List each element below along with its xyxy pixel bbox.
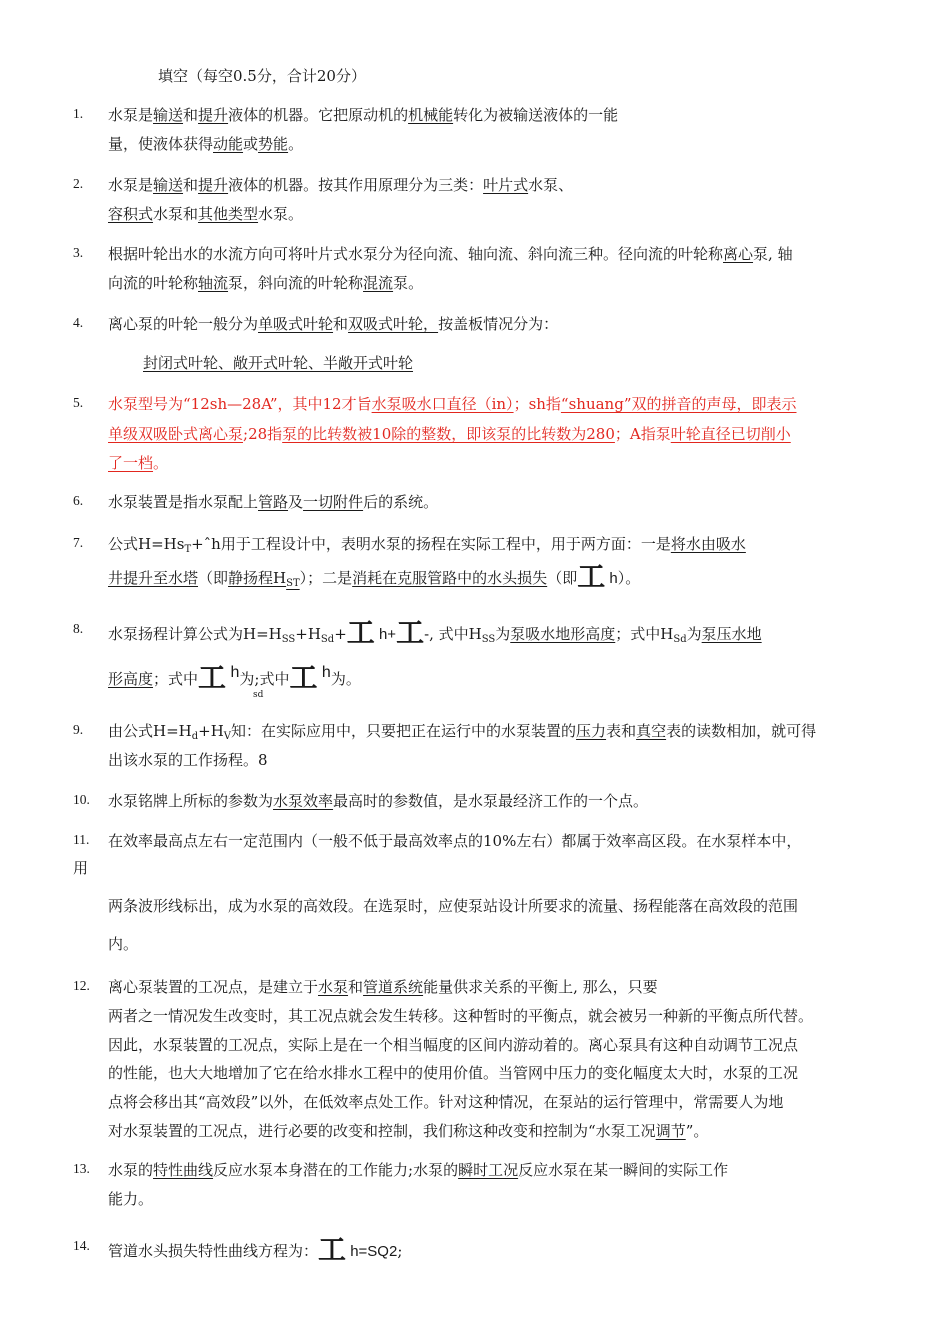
text-run: 和 [183,176,199,194]
text-run: 用 [73,859,89,877]
sum-symbol-glyph: 工 [318,1234,347,1265]
fill-blank-answer: 水泵 [318,978,349,996]
fill-blank-answer: 输送 [153,176,184,194]
question-text-line [108,830,801,852]
subscript: d [191,731,199,742]
text-run: 水泵是 [108,106,154,124]
fill-blank-answer: 瞬时工况 [458,1161,519,1179]
fill-blank-answer: 机械能 [408,106,454,124]
question-number: 14. [73,1238,90,1253]
fill-blank-answer: 调节 [655,1122,686,1140]
fill-blank-answer: 单吸式叶轮 [258,315,334,333]
text-run: 液体的机器。它把原动机的 [228,106,409,124]
question-number: 5. [73,395,84,410]
text-run: 表和 [606,722,637,740]
question-number: 13. [73,1161,90,1176]
fill-blank-answer: 势能 [258,135,289,153]
formula-h: h [226,664,240,681]
question-text-line [108,1034,798,1056]
fill-blank-answer: 压力 [576,722,607,740]
section-header: 填空（每空0.5分，合计20分） [158,67,366,85]
text-run: 泵，斜向流的叶轮称 [228,274,364,292]
question-text-line [108,1005,813,1027]
text-run: +H [198,722,224,740]
fill-blank-answer: 提升 [198,176,229,194]
text-run: ）。 [617,569,641,587]
fill-blank-answer: 真空 [636,722,667,740]
text-run: （即 [547,569,578,587]
text-run: 水泵型号为“12sh—28A”，其中12才旨 [108,395,372,413]
text-run: 离心泵的叶轮一般分为 [108,315,259,333]
text-run: 两条波形线标出，成为水泵的高效段。在选泵时，应使泵站设计所要求的流量、扬程能落在高效段的范围 [108,897,799,915]
fill-blank-answer: 泵的比转数被10除的整数，即该泵的比转数为280 [282,425,615,443]
fill-blank-answer: 封闭式叶轮、敞开式叶轮、半敞开式叶轮 [143,354,414,372]
text-run: ;28指 [243,425,283,443]
fill-blank-answer: 管道系统 [363,978,424,996]
question-number: 11. [73,832,90,847]
text-run: 能量供求关系的平衡上, 那么，只要 [423,978,658,996]
fill-blank-answer: 双吸式叶轮， [348,315,439,333]
text-run: 为 [686,625,702,643]
question-text-line [108,133,303,155]
question-text-line [108,393,797,415]
question-text-line [108,491,438,513]
text-run: 对水泵装置的工况点，进行必要的改变和控制，我们称这种改变和控制为“水泵工况 [108,1122,656,1140]
question-number: 6. [73,493,84,508]
text-run: 水泵扬程计算公式为H=H [108,625,282,643]
fill-blank-answer: 管路 [258,493,289,511]
subscript-answer: ST [286,578,300,589]
text-run: ”。 [685,1122,709,1140]
text-run: + [334,625,347,643]
subscript: V [223,731,232,742]
question-text-line [108,1159,728,1181]
text-run: 水泵、 [528,176,574,194]
question-text-line [108,1188,153,1210]
text-run: 水泵铭牌上所标的参数为 [108,792,274,810]
fill-blank-answer: 将水由吸水 [670,535,746,553]
text-run: 后的系统。 [363,493,439,511]
text-run: 和 [183,106,199,124]
question-text-line [108,533,746,555]
fill-blank-answer: 消耗在克服管路中的水头损失 [352,569,548,587]
fill-blank-answer: 动能 [213,135,244,153]
sum-symbol-glyph: 工 [289,662,318,693]
text-run: 水泵是 [108,176,154,194]
question-text-line [108,104,618,126]
text-run: 的性能，也大大地增加了它在给水排水工程中的使用价值。当管网中压力的变化幅度太大时，水泵的工况 [108,1064,799,1082]
question-text-line [108,976,658,998]
fill-blank-answer: 水泵效率 [273,792,334,810]
fill-blank-answer: 离心 [723,245,754,263]
subscript-sd: sd [253,690,264,700]
question-number: 10. [73,792,90,807]
fill-blank-answer: 叶片式 [483,176,529,194]
text-run: ; [397,1242,403,1260]
formula-text: - [424,626,430,643]
text-run: 转化为被输送液体的一能 [453,106,619,124]
subscript: SS [281,634,296,645]
text-run: , 式中H [429,625,482,643]
question-text-line [108,790,648,812]
text-run: 水泵和 [153,205,199,223]
question-number: 4. [73,315,84,330]
text-run: 由公式H=H [108,722,192,740]
text-run: 液体的机器。按其作用原理分为三类： [228,176,484,194]
fill-blank-answer: 叶轮直径已切削小 [670,425,791,443]
text-run: ；式中H [615,625,674,643]
text-run: 量，使液体获得 [108,135,214,153]
text-run: 为;式中 [239,670,290,688]
sum-symbol-glyph: 工 [198,662,227,693]
fill-blank-answer: 混流 [363,274,394,292]
question-number: 9. [73,722,84,737]
subscript: T [184,544,192,555]
fill-blank-answer: 轴流 [198,274,229,292]
text-run: 能力。 [108,1190,154,1208]
text-run: 按盖板情况分为： [438,315,559,333]
question-text-line [108,313,558,335]
fill-blank-answer: 单级双吸卧式离心泵 [108,425,244,443]
question-text-line [108,895,798,917]
question-text-line [108,174,573,196]
sum-symbol-glyph: 工 [346,617,375,648]
question-text-line [143,352,413,374]
question-text-line [108,720,816,742]
sum-symbol-glyph: 工 [396,617,425,648]
text-run: 表的读数相加，就可得 [666,722,817,740]
text-run: ；A指泵 [614,425,671,443]
fill-blank-answer: 井提升至水塔 [108,569,199,587]
text-run: ）；二是 [299,569,353,587]
text-run: 知：在实际应用中，只要把正在运行中的水泵装置的 [231,722,577,740]
formula-text: h=SQ2 [346,1243,398,1260]
text-run: 根据叶轮出水的水流方向可将叶片式水泵分为径向流、轴向流、斜向流三种。径向流的叶轮称 [108,245,724,263]
text-run: 水泵装置是指水泵配上 [108,493,259,511]
question-text-line [108,617,762,648]
text-run: 管道水头损失特性曲线方程为： [108,1242,319,1260]
question-text-line [108,662,361,693]
question-number: 8. [73,621,84,636]
fill-blank-answer: 形高度 [108,670,154,688]
question-text-line [108,1234,403,1265]
text-run: 和 [333,315,349,333]
question-number: 3. [73,245,84,260]
text-run: 和 [348,978,364,996]
text-run: 公式H=Hs [108,535,185,553]
formula-text: h [605,570,618,587]
text-run: 泵, 轴 [753,245,793,263]
subscript: Sd [320,634,335,645]
fill-blank-answer: 提升 [198,106,229,124]
text-run: 点将会移出其“高效段”以外，在低效率点处工作。针对这种情况，在泵站的运行管理中，常需要人为地 [108,1093,784,1111]
question-text-line [108,1062,798,1084]
fill-blank-answer: 泵吸水地形高度 [510,625,616,643]
subscript: SS [481,634,496,645]
text-run: 及 [288,493,304,511]
fill-blank-answer: 输送 [153,106,184,124]
question-text-line [108,272,423,294]
text-run: 。 [288,135,304,153]
text-run: 。 [153,454,169,472]
question-text-line [108,452,168,474]
question-number: 7. [73,535,84,550]
fill-blank-answer: 容积式 [108,205,154,223]
question-text-line [108,1091,783,1113]
text-run: 离心泵装置的工况点，是建立于 [108,978,319,996]
fill-blank-answer: 静扬程H [228,569,287,587]
text-run: 内。 [108,935,139,953]
text-run: 向流的叶轮称 [108,274,199,292]
subscript: Sd [673,634,687,645]
text-run: 水泵的 [108,1161,154,1179]
question-text-line [73,857,88,879]
text-run: +H [295,625,321,643]
question-text-line [108,203,303,225]
text-run: 出该水泵的工作扬程。8 [108,751,268,769]
text-run: ；式中 [153,670,199,688]
text-run: 在效率最高点左右一定范围内（一般不低于最高效率点的10%左右）都属于效率高区段。在水泵样本中， [108,832,802,850]
question-text-line [108,933,138,955]
question-number: 2. [73,176,84,191]
fill-blank-answer: 特性曲线 [153,1161,214,1179]
question-number: 1. [73,106,84,121]
text-run: 两者之一情况发生改变时，其工况点就会发生转移。这种暂时的平衡点，就会被另一种新的平衡点所代替。 [108,1007,814,1025]
fill-blank-answer: “shuang”双的拼音的声母，即表示 [560,395,797,413]
text-run: 最高时的参数值，是水泵最经济工作的一个点。 [333,792,649,810]
text-run: 或 [243,135,259,153]
fill-blank-answer: 其他类型 [198,205,259,223]
sum-symbol-glyph: 工 [577,561,606,592]
question-text-line [108,561,641,592]
text-run: 反应水泵在某一瞬间的实际工作 [518,1161,729,1179]
formula-text: h+ [374,626,397,643]
text-run: +ˆh用于工程设计中，表明水泵的扬程在实际工程中，用于两方面：一是 [191,535,671,553]
fill-blank-answer: 水泵吸水口直径（in） [371,395,514,413]
text-run: ；sh指 [513,395,561,413]
question-text-line [108,423,791,445]
question-number: 12. [73,978,90,993]
fill-blank-answer: 泵压水地 [701,625,762,643]
fill-blank-answer: 了一档 [108,454,154,472]
question-text-line [108,749,268,771]
fill-blank-answer: 一切附件 [303,493,364,511]
text-run: （即 [198,569,229,587]
text-run: 为。 [330,670,361,688]
text-run: 为 [495,625,511,643]
text-run: 反应水泵本身潜在的工作能力;水泵的 [213,1161,459,1179]
question-text-line [108,243,793,265]
text-run: 泵。 [393,274,424,292]
question-text-line [108,1120,708,1142]
text-run: 因此，水泵装置的工况点，实际上是在一个相当幅度的区间内游动着的。离心泵具有这种自动调节工况点 [108,1036,799,1054]
text-run: 水泵。 [258,205,304,223]
formula-h: h [317,664,331,681]
